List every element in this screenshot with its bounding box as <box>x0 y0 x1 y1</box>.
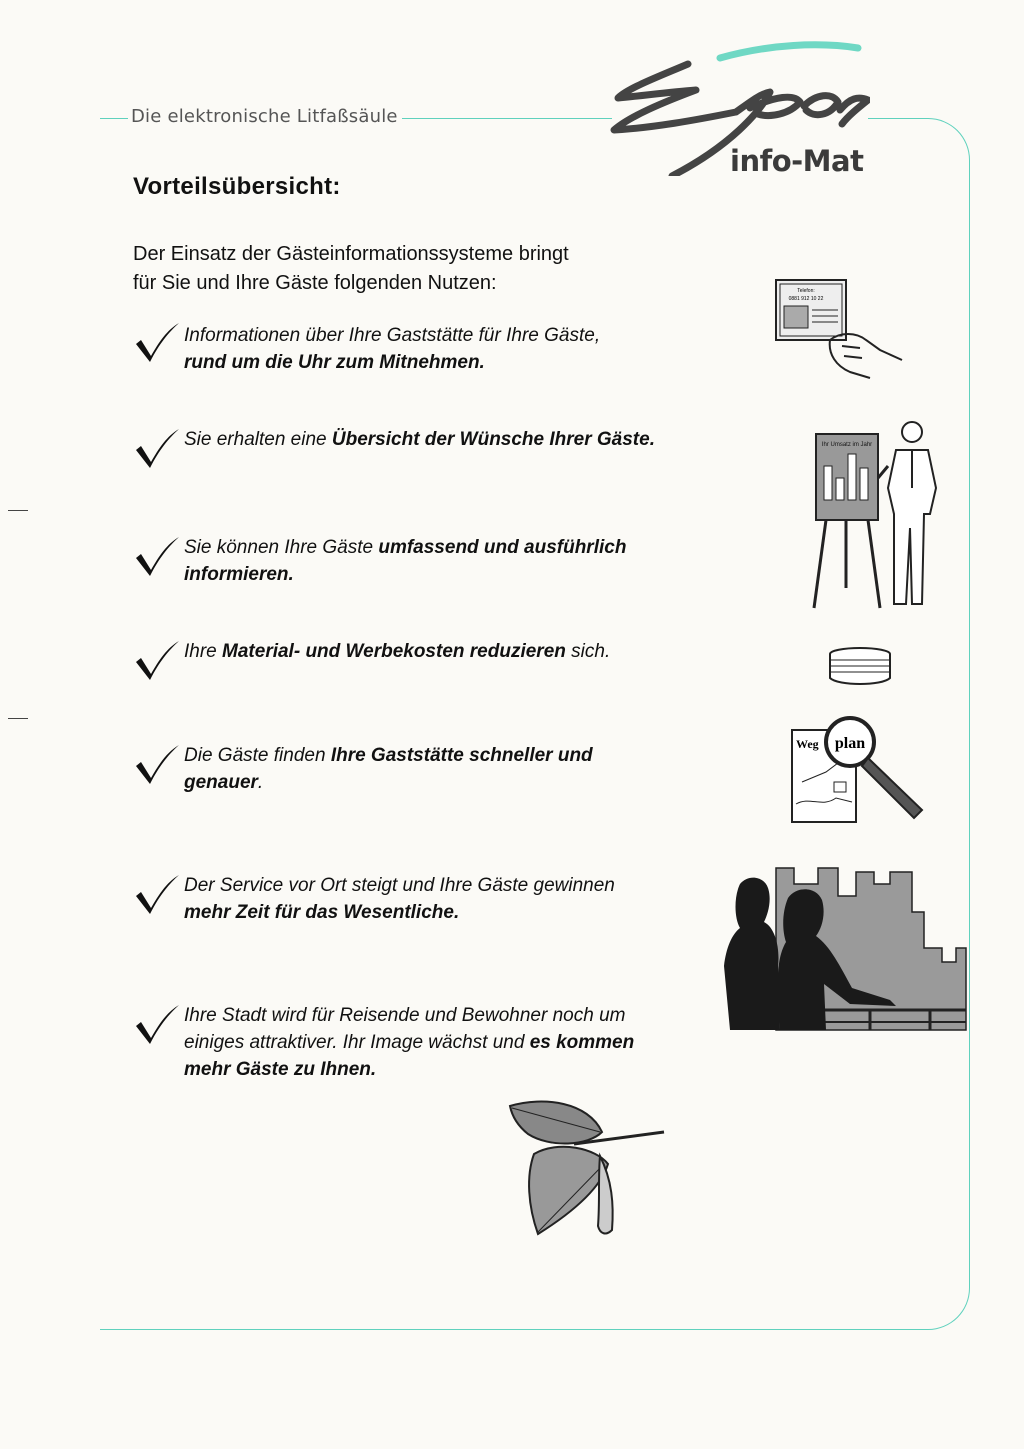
benefit-text: Ihre Stadt wird für Reisende und Bewohner noch um einiges attraktiver. Ihr Image wächst und es kommen mehr Gäste zu Ihnen. <box>184 1005 635 1080</box>
checkmark-icon <box>133 1004 181 1046</box>
benefit-text: Die Gäste finden Ihre Gaststätte schneller und genauer. <box>184 745 593 793</box>
presenter-chart-illustration <box>808 418 948 614</box>
logo-subtitle: info-Mat <box>730 144 864 178</box>
checkmark-icon <box>133 744 181 786</box>
benefit-text: Sie erhalten eine Übersicht der Wünsche Ihrer Gäste. <box>184 429 655 450</box>
map-magnifier-illustration <box>786 712 932 828</box>
benefit-text: Informationen über Ihre Gaststätte für Ihre Gäste, rund um die Uhr zum Mitnehmen. <box>184 325 601 373</box>
svg-text:Telefon:: Telefon: <box>797 288 815 294</box>
punch-mark <box>8 718 28 719</box>
benefit-text: Sie können Ihre Gäste umfassend und ausführlich informieren. <box>184 537 627 585</box>
benefit-text: Ihre Material- und Werbekosten reduzieren sich. <box>184 641 611 662</box>
svg-text:0881 912 10 22: 0881 912 10 22 <box>788 296 824 302</box>
benefit-text: Der Service vor Ort steigt und Ihre Gäste gewinnen mehr Zeit für das Wesentliche. <box>184 875 615 923</box>
intro-line: Der Einsatz der Gästeinformationssysteme bringt <box>133 243 569 265</box>
checkmark-icon <box>133 536 181 578</box>
intro-line: für Sie und Ihre Gäste folgenden Nutzen: <box>133 272 497 294</box>
checkmark-icon <box>133 428 181 470</box>
svg-text:plan: plan <box>834 735 866 752</box>
city-couple-illustration <box>720 866 968 1034</box>
frame-line-top-middle <box>402 118 612 119</box>
svg-text:Weg: Weg <box>796 737 819 751</box>
svg-text:Ihr Umsatz im Jahr: Ihr Umsatz im Jahr <box>821 442 873 448</box>
intro-text <box>133 240 693 298</box>
checkmark-icon <box>133 640 181 682</box>
punch-mark <box>8 510 28 511</box>
frame-line-bottom <box>100 1329 880 1330</box>
brand-tagline: Die elektronische Litfaßsäule <box>131 106 398 127</box>
coin-stack-illustration <box>826 646 894 686</box>
frame-line-top-left <box>100 118 128 119</box>
page-title: Vorteilsübersicht: <box>133 173 341 200</box>
checkmark-icon <box>133 322 181 364</box>
checkmark-icon <box>133 874 181 916</box>
hand-card-illustration <box>770 276 910 386</box>
leaf-branch-illustration <box>504 1096 668 1240</box>
